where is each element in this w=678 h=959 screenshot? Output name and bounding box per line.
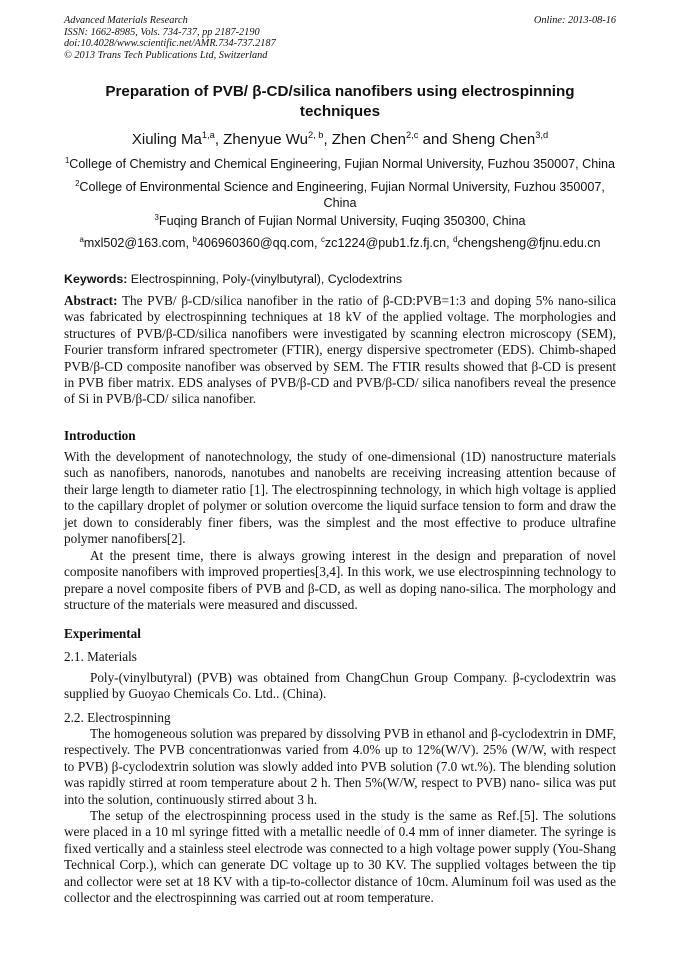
affiliation-text: College of Environmental Science and Engineering, Fujian Normal University, Fuzhou 350007, <box>79 180 605 194</box>
author-name: and Sheng Chen <box>418 131 536 148</box>
affiliation-text: College of Chemistry and Chemical Engineering, Fujian Normal University, Fuzhou 350007, China <box>69 157 616 171</box>
email-sup: b <box>192 234 197 244</box>
copyright-line: © 2013 Trans Tech Publications Ltd, Switzerland <box>64 49 268 61</box>
email-sup: c <box>320 234 325 244</box>
email-list <box>60 236 620 252</box>
affiliation-text-line2: China <box>323 195 357 210</box>
journal-name: Advanced Materials Research <box>64 15 188 26</box>
affiliation-1 <box>60 157 620 173</box>
author-sup: 2,c <box>406 130 419 140</box>
abstract-text: The PVB/ β-CD/silica nanofiber in the ratio of β-CD:PVB=1:3 and doping 5% nano-silica was fabricated by electrospinning techniques at 18 kV of the applied voltage. The morphologies and structures of PVB/β-CD/silica nanofibers were investigated by scanning electron microscopy (SEM), Fourier transform infrared spectrometer (FTIR), energy dispersive spectrometer (EDS). Chimb-shaped PVB/β-CD composite nanofiber was observed by SEM. The FTIR results showed that β-CD is present in PVB fiber matrix. EDS analyses of PVB/β-CD and PVB/β-CD/ silica nanofibers reveal the presence of Si in PVB/β-CD/ silica nanofiber. <box>64 293 616 407</box>
author-name: Xiuling Ma <box>131 131 202 148</box>
email-sup: a <box>79 234 84 244</box>
issn-line: ISSN: 1662-8985, Vols. 734-737, pp 2187-2190 <box>64 26 260 38</box>
title-line-2: techniques <box>299 102 381 120</box>
title-line-1: Preparation of PVB/ β-CD/silica nanofibers using electrospinning <box>105 83 575 100</box>
electrospinning-paragraph-2: The setup of the electrospinning process used in the study is the same as Ref.[5]. The solutions were placed in a 10 ml syringe fitted with a metallic needle of 0.4 mm of inner diameter. The syringe is fixed vertically and a stainless steel electrode was connected to a high voltage power supply (You-Shang Technical Corp.), which can generate DC voltage up to 30 KV. The supplied voltages between the tip and collector were set at 18 KV with a tip-to-collector distance of 10cm. Aluminum foil was used as the collector and the electrospinning was carried out at room temperature. <box>64 808 617 906</box>
affiliation-3 <box>60 214 620 230</box>
doi-line: doi:10.4028/www.scientific.net/AMR.734-737.2187 <box>64 38 276 50</box>
author-name: , Zhen Chen <box>323 131 407 148</box>
abstract-label: Abstract: <box>64 293 118 308</box>
online-date: Online: 2013-08-16 <box>533 15 616 26</box>
keywords <box>64 272 616 287</box>
author-sup: 2, b <box>307 130 324 140</box>
introduction-paragraph-2: At the present time, there is always growing interest in the design and preparation of novel composite nanofibers with improved properties[3,4]. In this work, we use electrospinning technology to prepare a novel composite fibers of PVB and β-CD, as well as doping nano-silica. The morphology and structure of the materials were measured and discussed. <box>64 548 616 613</box>
electrospinning-subheading: 2.2. Electrospinning <box>64 710 171 725</box>
journal-header <box>64 15 616 61</box>
electrospinning-paragraph-1: The homogeneous solution was prepared by dissolving PVB in ethanol and β-cyclodextrin in DMF, respectively. The PVB concentrationwas varied from 4.0% up to 12%(W/V). 25% (W/W, with respect to PVB) β-cyclodextrin solution was slowly added into PVB solution (7.0 wt.%). The blending solution was rapidly stirred at room temperature about 2 h. Then 5%(W/W, respect to PVB) nano- silica was put into the solution, continuously stirred about 3 h. <box>64 726 616 807</box>
author-sup: 1,a <box>201 130 215 140</box>
abstract <box>64 293 616 408</box>
email-c[interactable]: zc1224@pub1.fz.fj.cn, <box>324 236 454 250</box>
author-name: , Zhenyue Wu <box>214 131 308 148</box>
keywords-label: Keywords: <box>64 272 128 286</box>
affiliation-sup: 2 <box>75 178 80 188</box>
paper-title <box>64 82 616 121</box>
keywords-text: Electrospinning, Poly-(vinylbutyral), Cyclodextrins <box>127 272 403 286</box>
affiliation-2 <box>60 180 620 211</box>
author-list <box>64 130 616 150</box>
affiliation-sup: 1 <box>64 155 70 165</box>
email-a[interactable]: mxl502@163.com, <box>83 236 193 250</box>
experimental-heading: Experimental <box>64 626 141 641</box>
author-sup: 3,d <box>535 130 549 140</box>
affiliation-sup: 3 <box>154 212 159 222</box>
email-sup: d <box>453 234 458 244</box>
affiliation-text: Fuqing Branch of Fujian Normal University, Fuqing 350300, China <box>158 214 526 228</box>
introduction-paragraph-1: With the development of nanotechnology, the study of one-dimensional (1D) nanostructure materials such as nanofibers, nanorods, nanotubes and nanobelts are receiving increasing attention because of their large length to diameter ratio [1]. The electrospinning technology, in which high voltage is applied to the capillary droplet of polymer or solution overcome the liquid surface tension to form and draw the jet down to considerably finer fibers, was the simplest and the most effective to produce ultrafine polymer nanofibers[2]. <box>64 449 616 547</box>
email-d[interactable]: chengsheng@fjnu.edu.cn <box>457 236 601 250</box>
introduction-heading: Introduction <box>64 428 136 443</box>
materials-subheading: 2.1. Materials <box>64 649 137 664</box>
email-b[interactable]: 406960360@qq.com, <box>196 236 321 250</box>
materials-paragraph: Poly-(vinylbutyral) (PVB) was obtained from ChangChun Group Company. β-cyclodextrin was supplied by Guoyao Chemicals Co. Ltd.. (China). <box>64 670 616 702</box>
